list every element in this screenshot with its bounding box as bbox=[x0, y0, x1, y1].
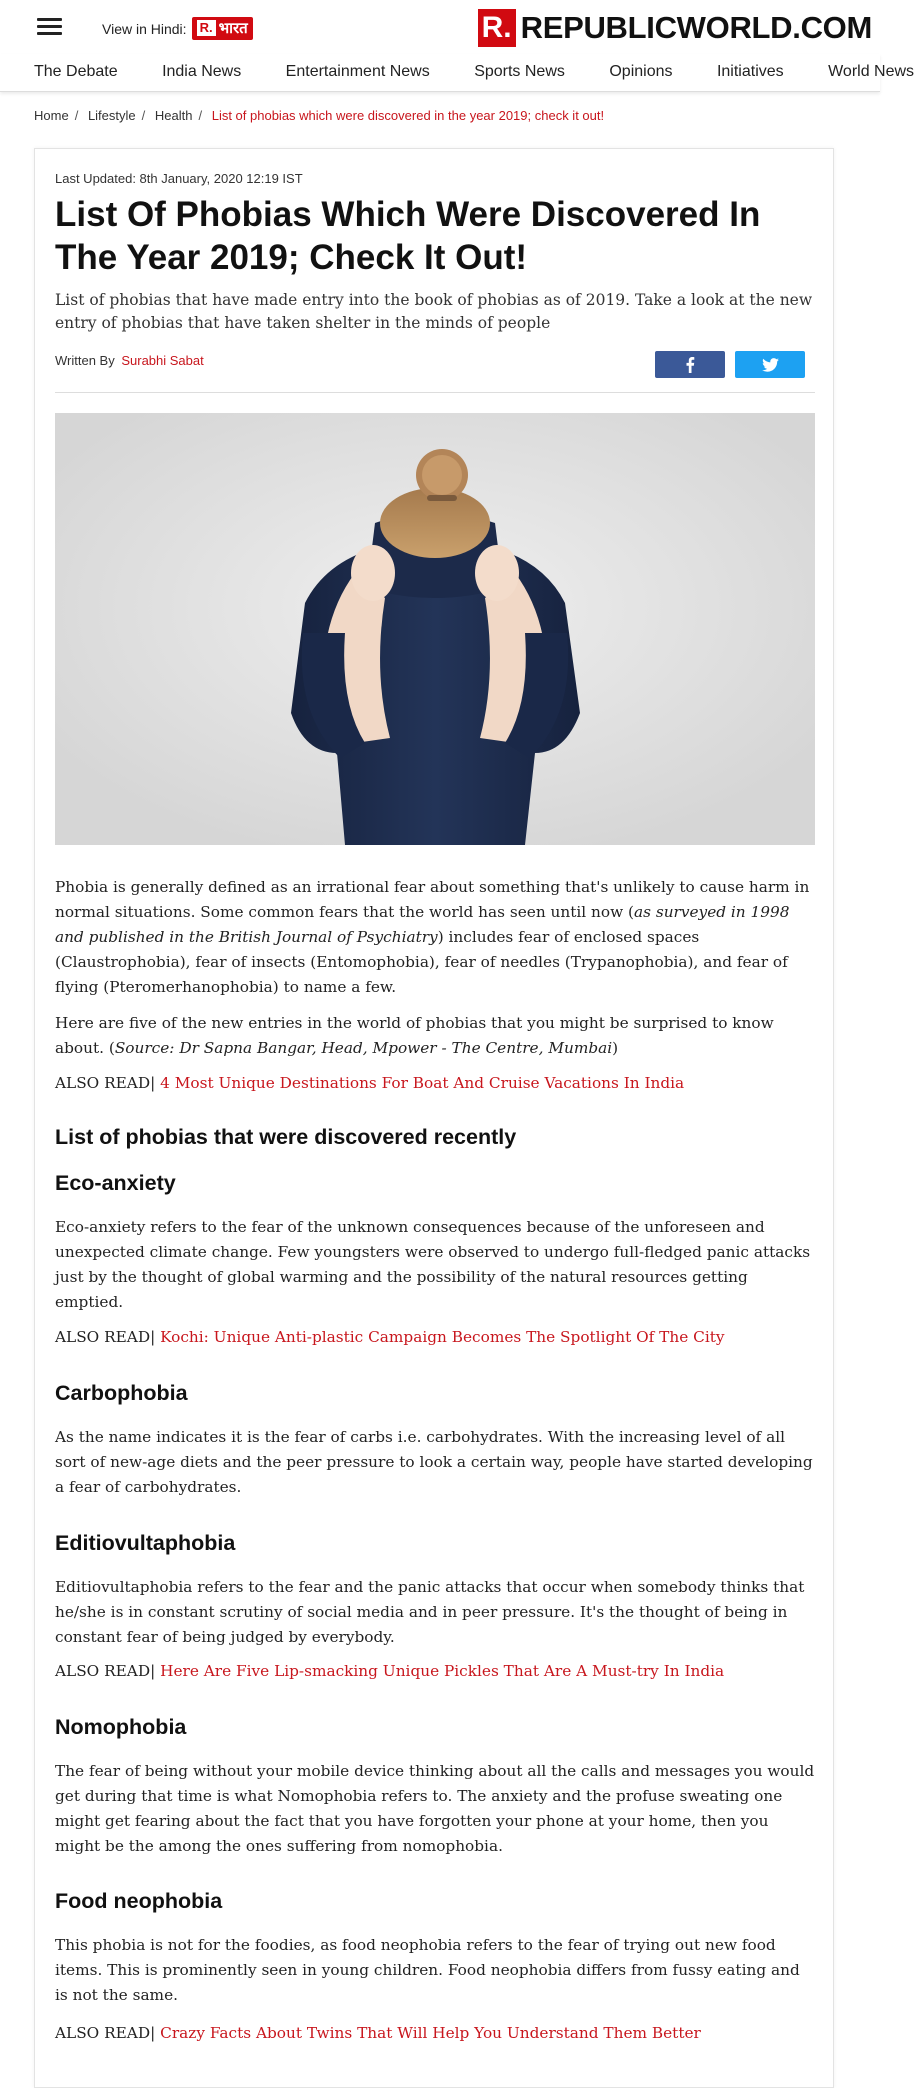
eco-anxiety-heading: Eco-anxiety bbox=[55, 1171, 176, 1195]
article-card bbox=[34, 148, 834, 2088]
twitter-share-button[interactable] bbox=[735, 351, 805, 378]
nav-item-opinions[interactable]: Opinions bbox=[609, 63, 673, 80]
article-summary: List of phobias that have made entry into the book of phobias as of 2019. Take a look at the new entry of phobias that have taken shelter in the minds of people bbox=[55, 291, 813, 332]
also-read-link-1[interactable]: 4 Most Unique Destinations For Boat And Cruise Vacations In India bbox=[160, 1074, 685, 1092]
also-read-1 bbox=[55, 1071, 815, 1096]
also-read-label: ALSO READ| bbox=[55, 2024, 156, 2042]
bharat-logo-text: भारत bbox=[218, 20, 248, 37]
list-heading: List of phobias that were discovered recently bbox=[55, 1125, 517, 1149]
also-read-3 bbox=[55, 1659, 815, 1684]
also-read-label: ALSO READ| bbox=[55, 1074, 156, 1092]
food-neophobia-heading: Food neophobia bbox=[55, 1889, 223, 1913]
nomophobia-text: The fear of being without your mobile device thinking about all the calls and messages you would get during that time is what Nomophobia refers to. The anxiety and the profuse sweating one might get fearing about the fact that you have forgotten your phone at your home, then you might be the among the ones suffering from nomophobia. bbox=[55, 1762, 815, 1855]
breadcrumb-health[interactable]: Health bbox=[154, 108, 193, 123]
new-entries-text-b: ) bbox=[612, 1039, 619, 1057]
editiovultaphobia-heading: Editiovultaphobia bbox=[55, 1531, 236, 1555]
nav-item-entertainment-news[interactable]: Entertainment News bbox=[285, 63, 430, 80]
written-by-label: Written By bbox=[55, 353, 115, 368]
intro-text-a: Phobia is generally defined as an irrational fear about something that's unlikely to cause harm in normal situations. Some common fears that the world has seen until now ( bbox=[55, 878, 810, 921]
also-read-2 bbox=[55, 1325, 815, 1350]
carbophobia-text: As the name indicates it is the fear of carbs i.e. carbohydrates. With the increasing level of all sort of new-age diets and the peer pressure to look a certain way, people have started developing a fear of carbohydrates. bbox=[55, 1428, 813, 1496]
breadcrumb-lifestyle[interactable]: Lifestyle bbox=[87, 108, 136, 123]
intro-text-b: ) includes fear of enclosed spaces (Claustrophobia), fear of insects (Entomophobia), fear of needles (Trypanophobia), and fear of flying (Pteromerhanophobia) to name a few. bbox=[55, 928, 788, 996]
eco-anxiety-text: Eco-anxiety refers to the fear of the unknown consequences because of the unforeseen and unexpected climate change. Few youngsters were observed to undergo full-fledged panic attacks just by the thought of global warming and the possibility of the natural resources getting emptied. bbox=[55, 1218, 811, 1311]
breadcrumb-current: List of phobias which were discovered in the year 2019; check it out! bbox=[211, 108, 605, 123]
breadcrumb-home[interactable]: Home bbox=[34, 108, 69, 123]
brand-mark: R. bbox=[478, 9, 516, 47]
view-in-hindi-label: View in Hindi: bbox=[102, 20, 187, 37]
nav-item-india-news[interactable]: India News bbox=[162, 63, 242, 80]
editiovultaphobia-text: Editiovultaphobia refers to the fear and the panic attacks that occur when somebody thinks that he/she is in constant scrutiny of social media and in peer pressure. It's the thought of being in constant fear of being judged by everybody. bbox=[55, 1578, 805, 1646]
twitter-icon bbox=[762, 358, 779, 372]
bharat-logo-mark: R. bbox=[197, 20, 216, 36]
food-neophobia-text: This phobia is not for the foodies, as food neophobia refers to the fear of trying out new food items. This is prominently seen in young children. Food neophobia differs from fussy eating and is not the same. bbox=[55, 1936, 800, 2004]
brand-name: REPUBLICWORLD.COM bbox=[520, 10, 872, 45]
paragraph-intro bbox=[55, 875, 815, 1000]
last-updated: Last Updated: 8th January, 2020 12:19 IST bbox=[55, 171, 303, 186]
also-read-link-3[interactable]: Here Are Five Lip-smacking Unique Pickles That Are A Must-try In India bbox=[160, 1662, 725, 1680]
also-read-label: ALSO READ| bbox=[55, 1662, 156, 1680]
new-entries-text-a: Here are five of the new entries in the world of phobias that you might be surprised to know about. ( bbox=[55, 1014, 774, 1057]
byline bbox=[55, 353, 204, 368]
view-in-hindi[interactable] bbox=[102, 17, 253, 40]
also-read-label: ALSO READ| bbox=[55, 1328, 156, 1346]
nomophobia-heading: Nomophobia bbox=[55, 1715, 187, 1739]
author-link[interactable]: Surabhi Sabat bbox=[121, 353, 204, 368]
nav-item-world-news[interactable]: World News bbox=[828, 63, 914, 80]
republicworld-logo[interactable] bbox=[478, 9, 872, 47]
share-buttons bbox=[645, 351, 805, 378]
facebook-icon bbox=[685, 357, 695, 373]
intro-source-italic: as surveyed in 1998 and published in the British Journal of Psychiatry bbox=[55, 903, 790, 946]
top-bar bbox=[0, 0, 880, 54]
article-title: List Of Phobias Which Were Discovered In The Year 2019; Check It Out! bbox=[55, 195, 761, 277]
nav-item-the-debate[interactable]: The Debate bbox=[34, 63, 118, 80]
also-read-4 bbox=[55, 2021, 815, 2046]
main-nav bbox=[0, 54, 914, 92]
article-hero-image bbox=[55, 413, 815, 845]
paragraph-new-entries bbox=[55, 1011, 815, 1061]
nav-item-initiatives[interactable]: Initiatives bbox=[716, 63, 784, 80]
new-entries-source-italic: Source: Dr Sapna Bangar, Head, Mpower - The Centre, Mumbai bbox=[114, 1039, 613, 1057]
nav-item-sports-news[interactable]: Sports News bbox=[474, 63, 565, 80]
menu-icon[interactable] bbox=[37, 18, 62, 36]
also-read-link-4[interactable]: Crazy Facts About Twins That Will Help You Understand Them Better bbox=[160, 2024, 701, 2042]
carbophobia-heading: Carbophobia bbox=[55, 1381, 188, 1405]
divider bbox=[55, 392, 815, 393]
republic-bharat-logo[interactable] bbox=[192, 17, 253, 40]
facebook-share-button[interactable] bbox=[655, 351, 725, 378]
woman-hiding-face-illustration bbox=[55, 413, 815, 845]
also-read-link-2[interactable]: Kochi: Unique Anti-plastic Campaign Becomes The Spotlight Of The City bbox=[160, 1328, 725, 1346]
breadcrumb: Home / Lifestyle / Health / List of phobias which were discovered in the year 2019; check it out! bbox=[34, 108, 605, 123]
